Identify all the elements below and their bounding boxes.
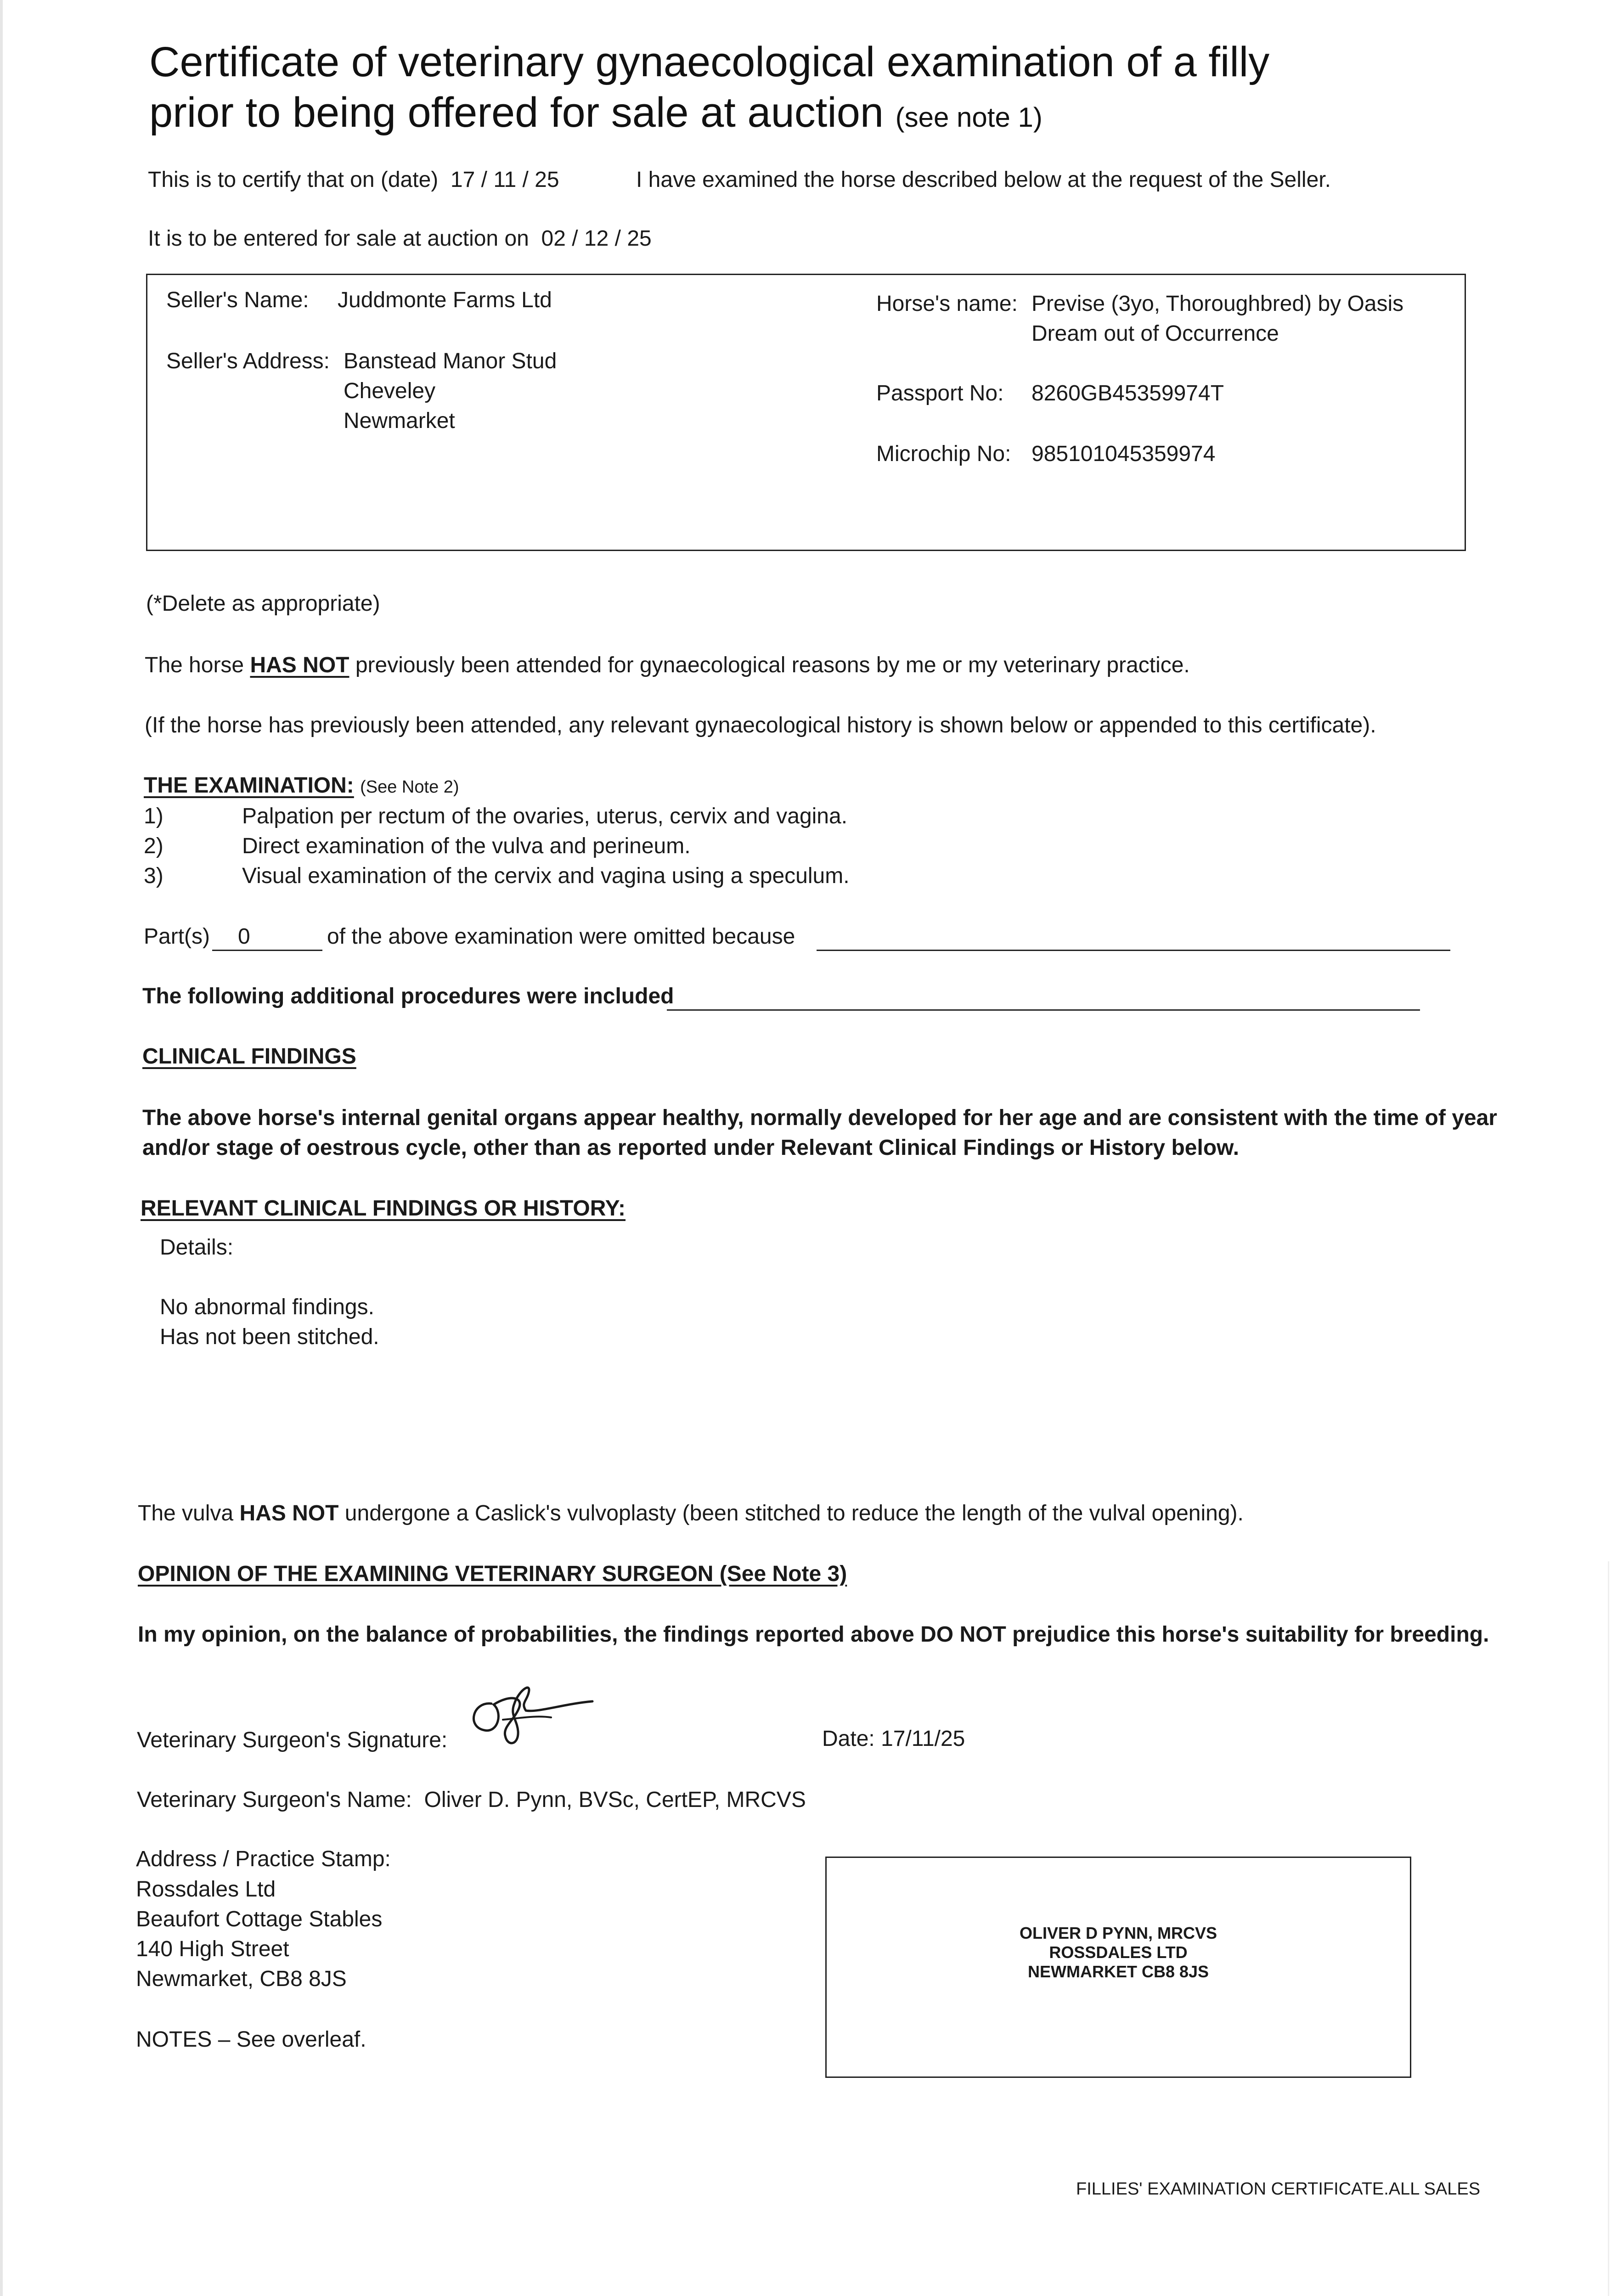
scan-edge-right	[1608, 1561, 1609, 2296]
attended-status: HAS NOT	[250, 653, 349, 677]
notes-overleaf: NOTES – See overleaf.	[136, 2027, 366, 2052]
vulva-post: undergone a Caslick's vulvoplasty (been stitched to reduce the length of the vulval opening).	[344, 1501, 1244, 1525]
vulva-pre: The vulva	[138, 1501, 234, 1525]
seller-address-line2: Cheveley	[344, 379, 436, 403]
auction-date-line	[148, 224, 652, 253]
delete-note: (*Delete as appropriate)	[146, 591, 380, 616]
certify-suffix: I have examined the horse described below at the request of the Seller.	[636, 168, 1331, 192]
vulva-status: HAS NOT	[239, 1501, 339, 1525]
passport-label: Passport No:	[876, 381, 1004, 405]
auction-date: 02 / 12 / 25	[541, 226, 652, 251]
scan-edge-left	[0, 0, 3, 2296]
additional-procedures-line	[667, 1009, 1420, 1011]
omitted-reason-line	[817, 950, 1450, 951]
surgeon-signature	[459, 1676, 606, 1759]
signature-date	[822, 1724, 965, 1754]
relevant-findings-heading: RELEVANT CLINICAL FINDINGS OR HISTORY:	[141, 1196, 626, 1221]
details-line1: No abnormal findings.	[160, 1295, 374, 1319]
surgeon-name-label: Veterinary Surgeon's Name:	[137, 1788, 412, 1812]
practice-address-line2: Beaufort Cottage Stables	[136, 1907, 383, 1931]
vulva-statement	[138, 1499, 1244, 1528]
surgeon-name-line	[137, 1785, 806, 1815]
microchip-label: Microchip No:	[876, 442, 1011, 466]
seller-address-line1: Banstead Manor Stud	[344, 349, 557, 373]
exam-item-1-num: 1)	[144, 804, 163, 828]
clinical-findings-heading: CLINICAL FINDINGS	[142, 1044, 356, 1069]
exam-item-3-num: 3)	[144, 864, 163, 888]
practice-stamp-box	[825, 1857, 1411, 2078]
attended-post: previously been attended for gynaecological reasons by me or my veterinary practice.	[355, 653, 1190, 677]
omitted-prefix: Part(s)	[144, 924, 210, 949]
attended-pre: The horse	[145, 653, 244, 677]
horse-name-line1: Previse (3yo, Thoroughbred) by Oasis	[1031, 292, 1404, 316]
seller-address-label: Seller's Address:	[166, 349, 330, 373]
examination-heading-text: THE EXAMINATION:	[144, 773, 354, 798]
examination-date: 17 / 11 / 25	[450, 168, 559, 192]
history-note: (If the horse has previously been attended, any relevant gynaecological history is shown below or appended to this certificate).	[145, 713, 1376, 737]
signature-date-label: Date:	[822, 1727, 875, 1751]
auction-prefix: It is to be entered for sale at auction on	[148, 226, 529, 251]
microchip-number: 985101045359974	[1031, 442, 1216, 466]
practice-address-line3: 140 High Street	[136, 1937, 289, 1961]
exam-item-1-text: Palpation per rectum of the ovaries, uterus, cervix and vagina.	[242, 804, 848, 828]
certificate-title-line2	[149, 87, 1043, 143]
practice-address-label: Address / Practice Stamp:	[136, 1847, 391, 1871]
stamp-line2: ROSSDALES LTD	[1049, 1943, 1188, 1962]
signature-date-value: 17/11/25	[881, 1727, 965, 1751]
stamp-line3: NEWMARKET CB8 8JS	[1027, 1962, 1209, 1981]
seller-name: Juddmonte Farms Ltd	[338, 288, 552, 312]
horse-name-label: Horse's name:	[876, 292, 1018, 316]
exam-item-2-text: Direct examination of the vulva and perineum.	[242, 834, 691, 858]
omitted-parts-underline	[212, 950, 322, 951]
certify-date-line	[148, 165, 559, 195]
title-note: (see note 1)	[895, 102, 1043, 133]
surgeon-name: Oliver D. Pynn, BVSc, CertEP, MRCVS	[424, 1788, 806, 1812]
practice-address-line1: Rossdales Ltd	[136, 1877, 276, 1902]
details-line2: Has not been stitched.	[160, 1325, 379, 1349]
exam-item-2-num: 2)	[144, 834, 163, 858]
title-line2-text: prior to being offered for sale at auction	[149, 89, 884, 136]
seller-address-line3: Newmarket	[344, 409, 455, 433]
horse-name-line2: Dream out of Occurrence	[1031, 321, 1279, 346]
footer-form-name: FILLIES' EXAMINATION CERTIFICATE.ALL SALES	[1076, 2179, 1481, 2199]
omitted-suffix: of the above examination were omitted because	[327, 924, 795, 949]
details-label: Details:	[160, 1235, 234, 1260]
opinion-statement: In my opinion, on the balance of probabilities, the findings reported above DO NOT prejudice this horse's suitability for breeding.	[138, 1622, 1489, 1647]
passport-number: 8260GB45359974T	[1031, 381, 1224, 405]
exam-item-3-text: Visual examination of the cervix and vagina using a speculum.	[242, 864, 850, 888]
certify-prefix: This is to certify that on (date)	[148, 168, 439, 192]
clinical-statement-line1: The above horse's internal genital organs appear healthy, normally developed for her age and are consistent with the time of year	[142, 1106, 1497, 1130]
certificate-title-line1: Certificate of veterinary gynaecological examination of a filly	[149, 39, 1270, 85]
seller-name-label: Seller's Name:	[166, 288, 309, 312]
clinical-statement-line2: and/or stage of oestrous cycle, other than as reported under Relevant Clinical Findings or History below.	[142, 1136, 1240, 1160]
attended-statement	[145, 651, 1190, 680]
practice-address-line4: Newmarket, CB8 8JS	[136, 1967, 347, 1991]
signature-label: Veterinary Surgeon's Signature:	[137, 1728, 448, 1752]
opinion-heading: OPINION OF THE EXAMINING VETERINARY SURGEON (See Note 3)	[138, 1562, 847, 1586]
examination-heading	[144, 771, 459, 802]
omitted-parts-value: 0	[238, 924, 250, 949]
additional-procedures-label: The following additional procedures were included	[142, 984, 674, 1008]
examination-note: (See Note 2)	[360, 777, 459, 797]
stamp-line1: OLIVER D PYNN, MRCVS	[1019, 1924, 1217, 1942]
